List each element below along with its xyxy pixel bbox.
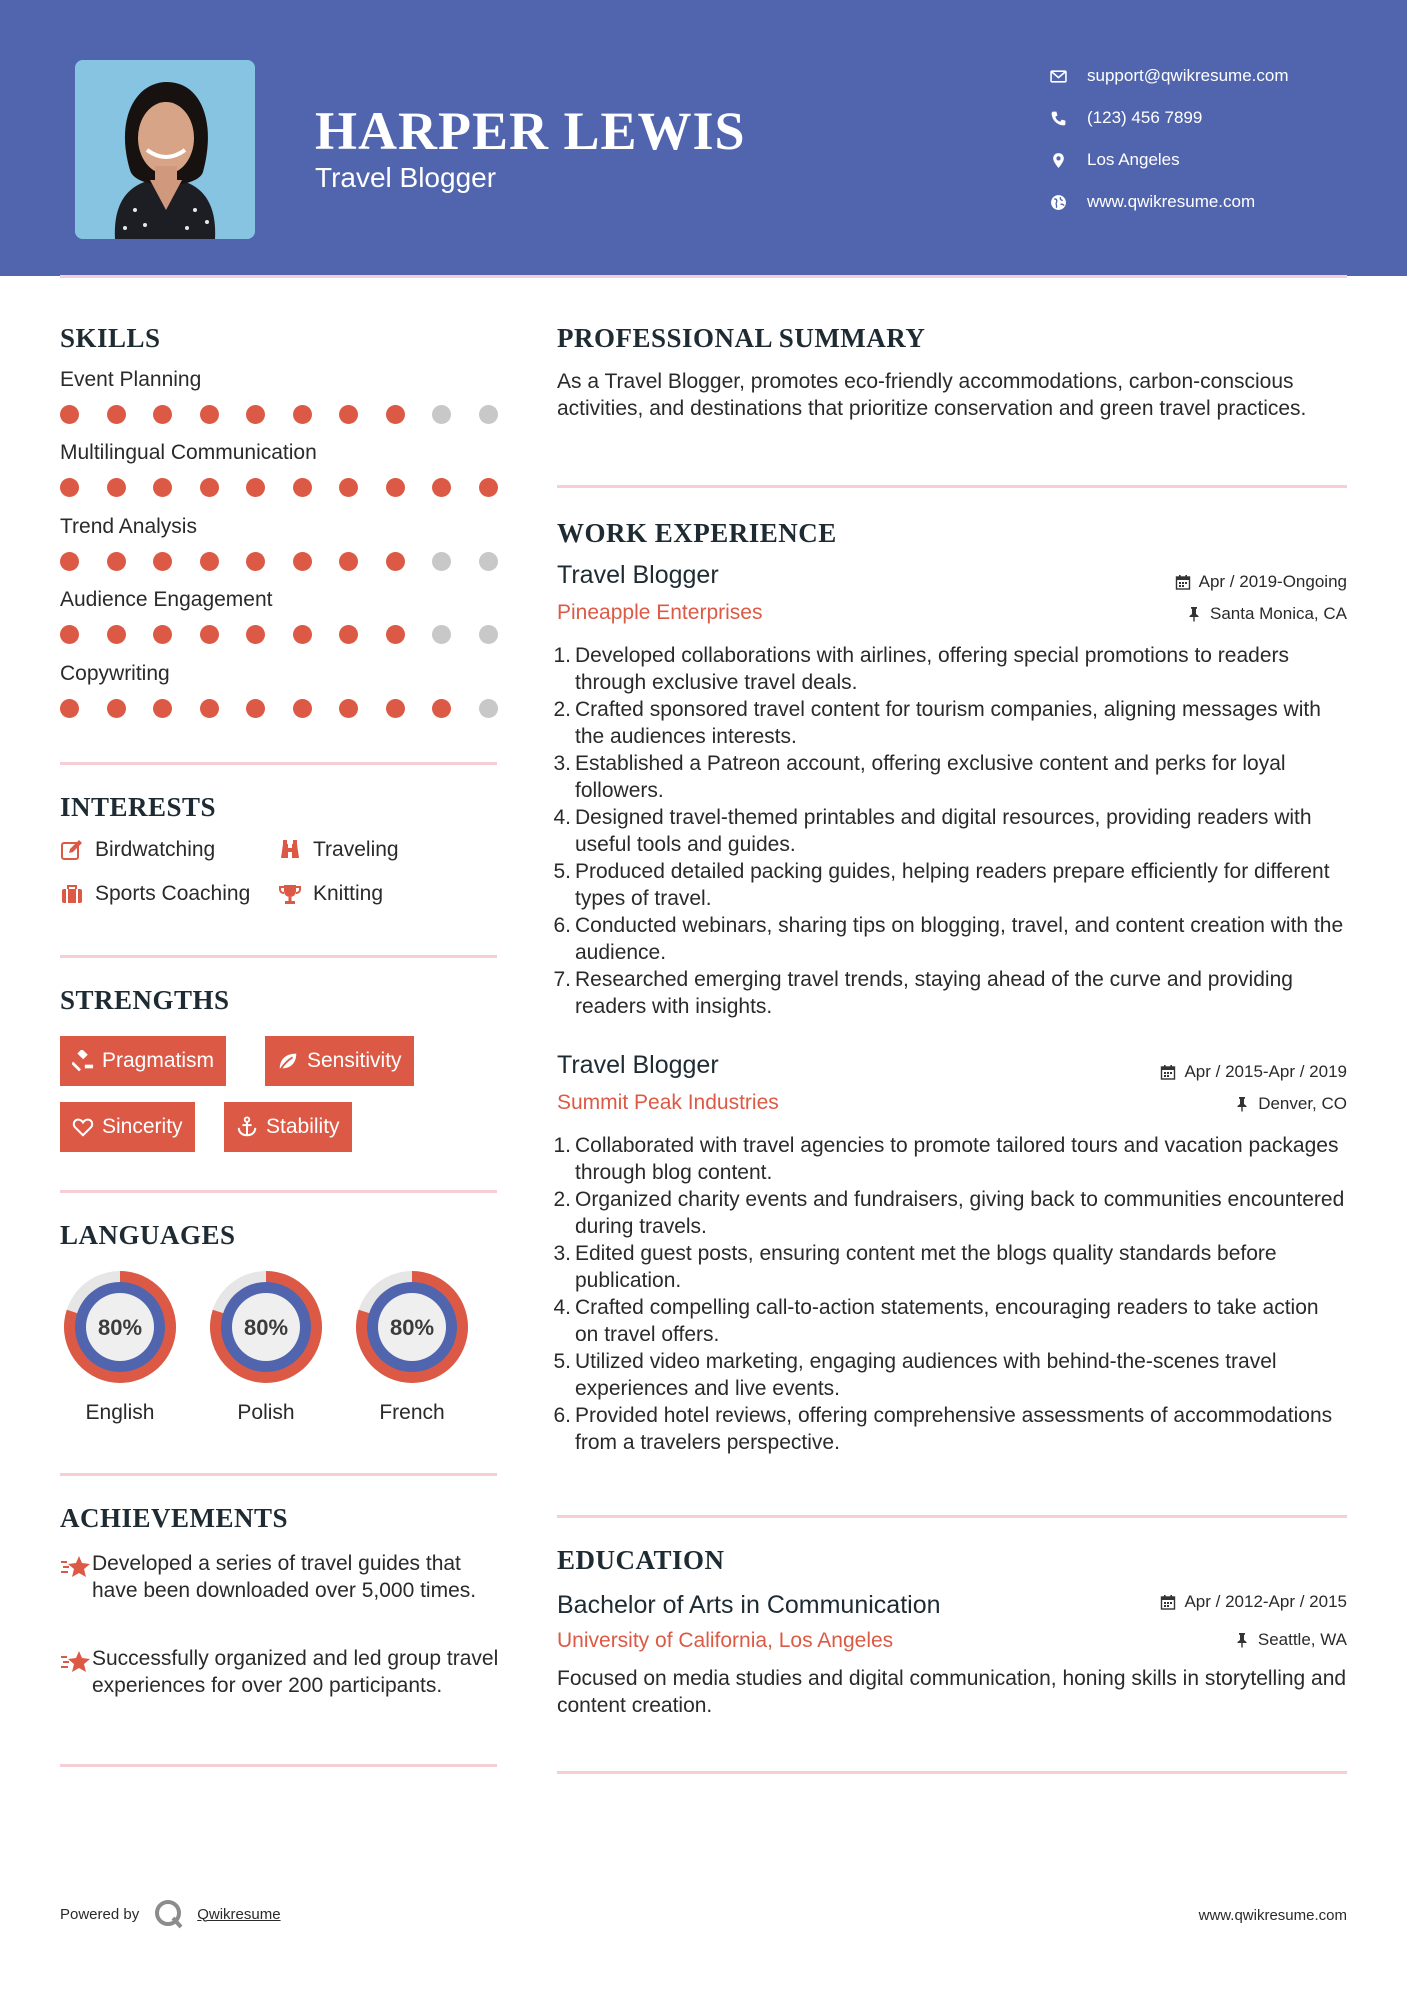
rating-dot-filled — [339, 699, 358, 718]
contact-website-text: www.qwikresume.com — [1087, 192, 1256, 211]
rating-dot-empty — [432, 625, 451, 644]
contact-email[interactable] — [1050, 55, 1370, 97]
job-bullet: 5. Produced detailed packing guides, helping readers prepare efficiently for different types of travel. — [553, 860, 1330, 910]
rating-dot-empty — [479, 405, 498, 424]
phone-icon — [1050, 110, 1087, 127]
education-heading: EDUCATION — [557, 1545, 725, 1575]
job-bullet: 5. Utilized video marketing, engaging audiences with behind-the-scenes travel experiences and live events. — [553, 1350, 1277, 1400]
binoculars-icon — [278, 838, 313, 862]
rating-dot-empty — [432, 552, 451, 571]
skill-label: Multilingual Communication — [60, 441, 317, 464]
rating-dot-filled — [339, 478, 358, 497]
job-dates — [1160, 1062, 1347, 1082]
rating-dot-filled — [293, 699, 312, 718]
briefcase-icon — [60, 882, 95, 906]
rating-dot-filled — [107, 552, 126, 571]
language-ring — [58, 1265, 182, 1389]
rating-dot-filled — [339, 405, 358, 424]
language-name: English — [85, 1401, 155, 1424]
language-ring — [204, 1265, 328, 1389]
language-name: Polish — [237, 1401, 295, 1424]
interest-item — [278, 882, 383, 906]
rating-dot-filled — [200, 405, 219, 424]
job-location-text: Denver, CO — [1258, 1094, 1347, 1113]
contact-list — [1050, 55, 1370, 223]
skill-rating — [60, 478, 500, 498]
strengths-heading: STRENGTHS — [60, 985, 230, 1015]
rating-dot-empty — [479, 699, 498, 718]
rating-dot-filled — [246, 625, 265, 644]
achievement-item — [60, 1645, 500, 1699]
skill-label: Audience Engagement — [60, 588, 273, 611]
skill-label: Event Planning — [60, 368, 202, 391]
rating-dot-filled — [339, 625, 358, 644]
school-name: University of California, Los Angeles — [557, 1629, 894, 1652]
job-bullet: 6. Conducted webinars, sharing tips on blogging, travel, and content creation with the audience. — [553, 914, 1344, 964]
rating-dot-filled — [200, 699, 219, 718]
language-ring — [350, 1265, 474, 1389]
job-bullet: 1. Developed collaborations with airlines, offering special promotions to readers through exclusive travel deals. — [553, 644, 1289, 694]
rating-dot-filled — [246, 405, 265, 424]
powered-by-text: Powered by — [60, 1905, 140, 1923]
qwikresume-logo-icon — [153, 1898, 185, 1930]
header-divider — [60, 275, 1347, 278]
job-title: Travel Blogger — [557, 561, 719, 589]
rating-dot-filled — [200, 625, 219, 644]
footer-url[interactable]: www.qwikresume.com — [1198, 1907, 1347, 1924]
strength-tag — [60, 1102, 195, 1152]
rating-dot-filled — [479, 478, 498, 497]
contact-phone-text: (123) 456 7899 — [1087, 108, 1203, 127]
pushpin-icon — [1234, 1096, 1250, 1112]
job-bullet: 3. Edited guest posts, ensuring content met the blogs quality standards before publication. — [553, 1242, 1277, 1292]
education-dates-text: Apr / 2012-Apr / 2015 — [1184, 1592, 1347, 1611]
rating-dot-filled — [60, 478, 79, 497]
job-bullet: 7. Researched emerging travel trends, staying ahead of the curve and providing readers with insights. — [553, 968, 1293, 1018]
rating-dot-filled — [153, 625, 172, 644]
interest-item — [278, 838, 399, 862]
job-bullet: 1. Collaborated with travel agencies to promote tailored tours and vacation packages through blog content. — [553, 1134, 1339, 1184]
skill-rating — [60, 699, 500, 719]
achievement-text: Developed a series of travel guides that have been downloaded over 5,000 times. — [92, 1552, 477, 1602]
rating-dot-filled — [153, 478, 172, 497]
education-dates — [1160, 1592, 1347, 1612]
contact-phone[interactable] — [1050, 97, 1370, 139]
job-bullet: 2. Crafted sponsored travel content for tourism companies, aligning messages with the audiences interests. — [553, 698, 1321, 748]
rating-dot-filled — [386, 699, 405, 718]
strength-label: Pragmatism — [102, 1049, 215, 1072]
rating-dot-filled — [339, 552, 358, 571]
skill-label: Trend Analysis — [60, 515, 197, 538]
degree-title: Bachelor of Arts in Communication — [557, 1591, 941, 1619]
section-divider — [60, 762, 497, 765]
language-name: French — [379, 1401, 445, 1424]
rating-dot-filled — [60, 405, 79, 424]
job-bullet: 6. Provided hotel reviews, offering comprehensive assessments of accommodations from a travelers perspective. — [553, 1404, 1333, 1454]
rating-dot-filled — [107, 699, 126, 718]
strength-label: Sincerity — [102, 1115, 183, 1138]
globe-icon — [1050, 194, 1087, 211]
rating-dot-filled — [60, 552, 79, 571]
rating-dot-filled — [386, 625, 405, 644]
rating-dot-filled — [107, 625, 126, 644]
envelope-icon — [1050, 68, 1087, 85]
strength-tag — [224, 1102, 352, 1152]
job-location — [1234, 1094, 1347, 1114]
strength-label: Sensitivity — [307, 1049, 402, 1072]
rating-dot-empty — [432, 405, 451, 424]
interest-label: Traveling — [313, 838, 399, 861]
pushpin-icon — [1234, 1632, 1250, 1648]
skill-label: Copywriting — [60, 662, 170, 685]
achievements-heading: ACHIEVEMENTS — [60, 1503, 289, 1533]
contact-location-text: Los Angeles — [1087, 150, 1180, 169]
education-text: Focused on media studies and digital communication, honing skills in storytelling and content creation. — [557, 1667, 1347, 1717]
rating-dot-filled — [107, 405, 126, 424]
section-divider — [557, 485, 1347, 488]
rating-dot-filled — [293, 552, 312, 571]
contact-website[interactable] — [1050, 181, 1370, 223]
education-location-text: Seattle, WA — [1257, 1630, 1347, 1649]
language-item — [204, 1265, 328, 1425]
rating-dot-filled — [60, 625, 79, 644]
map-pin-icon — [1050, 152, 1087, 169]
rating-dot-filled — [386, 405, 405, 424]
anchor-icon — [236, 1116, 266, 1138]
language-percent: 80% — [97, 1315, 143, 1340]
trophy-icon — [278, 882, 313, 906]
achievement-item — [60, 1550, 500, 1604]
interests-heading: INTERESTS — [60, 792, 217, 822]
rating-dot-filled — [246, 552, 265, 571]
rating-dot-filled — [432, 478, 451, 497]
pushpin-icon — [1186, 606, 1202, 622]
summary-text: As a Travel Blogger, promotes eco-friendly accommodations, carbon-conscious activities, and destinations that prioritize conservation and green travel practices. — [557, 370, 1307, 420]
achievement-text: Successfully organized and led group travel experiences for over 200 participants. — [92, 1647, 499, 1697]
language-item — [58, 1265, 182, 1425]
job-bullet: 2. Organized charity events and fundraisers, giving back to communities encountered during travels. — [553, 1188, 1345, 1238]
skill-rating — [60, 552, 500, 572]
section-divider — [557, 1771, 1347, 1774]
job-location-text: Santa Monica, CA — [1209, 604, 1347, 623]
job-dates-text: Apr / 2019-Ongoing — [1198, 572, 1347, 591]
pencil-square-icon — [60, 838, 95, 862]
rating-dot-filled — [153, 699, 172, 718]
shooting-star-icon — [60, 1645, 92, 1699]
job-bullet: 4. Crafted compelling call-to-action statements, encouraging readers to take action on travel offers. — [553, 1296, 1319, 1346]
job-dates — [1175, 572, 1347, 592]
rating-dot-filled — [386, 478, 405, 497]
section-divider — [60, 955, 497, 958]
rating-dot-filled — [200, 552, 219, 571]
company-name: Pineapple Enterprises — [557, 601, 763, 624]
strength-tag — [265, 1036, 414, 1086]
interest-label: Birdwatching — [95, 838, 216, 861]
section-divider — [557, 1515, 1347, 1518]
skills-heading: SKILLS — [60, 323, 161, 353]
resume-header — [0, 0, 1407, 276]
interest-label: Sports Coaching — [95, 882, 251, 905]
gavel-icon — [72, 1050, 102, 1072]
rating-dot-empty — [479, 552, 498, 571]
summary-heading: PROFESSIONAL SUMMARY — [557, 323, 926, 353]
language-percent: 80% — [243, 1315, 289, 1340]
language-item — [350, 1265, 474, 1425]
interest-item — [60, 838, 215, 862]
contact-email-text: support@qwikresume.com — [1087, 66, 1289, 85]
job-bullet: 4. Designed travel-themed printables and digital resources, providing readers with useful tools and guides. — [553, 806, 1312, 856]
skill-rating — [60, 625, 500, 645]
rating-dot-filled — [293, 405, 312, 424]
section-divider — [60, 1764, 497, 1767]
languages-heading: LANGUAGES — [60, 1220, 236, 1250]
leaf-icon — [277, 1050, 307, 1072]
section-divider — [60, 1190, 497, 1193]
footer-powered-by — [60, 1898, 281, 1930]
rating-dot-filled — [60, 699, 79, 718]
contact-location — [1050, 139, 1370, 181]
rating-dot-filled — [153, 552, 172, 571]
experience-heading: WORK EXPERIENCE — [557, 518, 837, 548]
candidate-title: Travel Blogger — [315, 162, 497, 193]
strength-tag — [60, 1036, 226, 1086]
strength-label: Stability — [266, 1115, 340, 1138]
rating-dot-filled — [246, 478, 265, 497]
rating-dot-filled — [200, 478, 219, 497]
rating-dot-filled — [153, 405, 172, 424]
language-percent: 80% — [389, 1315, 435, 1340]
job-bullet-list — [553, 642, 1347, 1020]
qwikresume-link[interactable]: Qwikresume — [197, 1905, 281, 1923]
company-name: Summit Peak Industries — [557, 1091, 779, 1114]
education-location — [1234, 1630, 1347, 1650]
job-bullet-list — [553, 1132, 1347, 1456]
calendar-icon — [1160, 1594, 1176, 1610]
rating-dot-filled — [293, 625, 312, 644]
rating-dot-filled — [246, 699, 265, 718]
candidate-name: HARPER LEWIS — [315, 101, 746, 161]
skill-rating — [60, 405, 500, 425]
interest-item — [60, 882, 250, 906]
job-dates-text: Apr / 2015-Apr / 2019 — [1184, 1062, 1347, 1081]
shooting-star-icon — [60, 1550, 92, 1604]
rating-dot-empty — [479, 625, 498, 644]
job-bullet: 3. Established a Patreon account, offering exclusive content and perks for loyal followers. — [553, 752, 1286, 802]
profile-photo — [75, 60, 255, 239]
heart-icon — [72, 1116, 102, 1138]
calendar-icon — [1175, 574, 1191, 590]
job-location — [1186, 604, 1347, 624]
rating-dot-filled — [107, 478, 126, 497]
job-title: Travel Blogger — [557, 1051, 719, 1079]
calendar-icon — [1160, 1064, 1176, 1080]
interest-label: Knitting — [313, 882, 384, 905]
rating-dot-filled — [386, 552, 405, 571]
section-divider — [60, 1473, 497, 1476]
rating-dot-filled — [432, 699, 451, 718]
rating-dot-filled — [293, 478, 312, 497]
